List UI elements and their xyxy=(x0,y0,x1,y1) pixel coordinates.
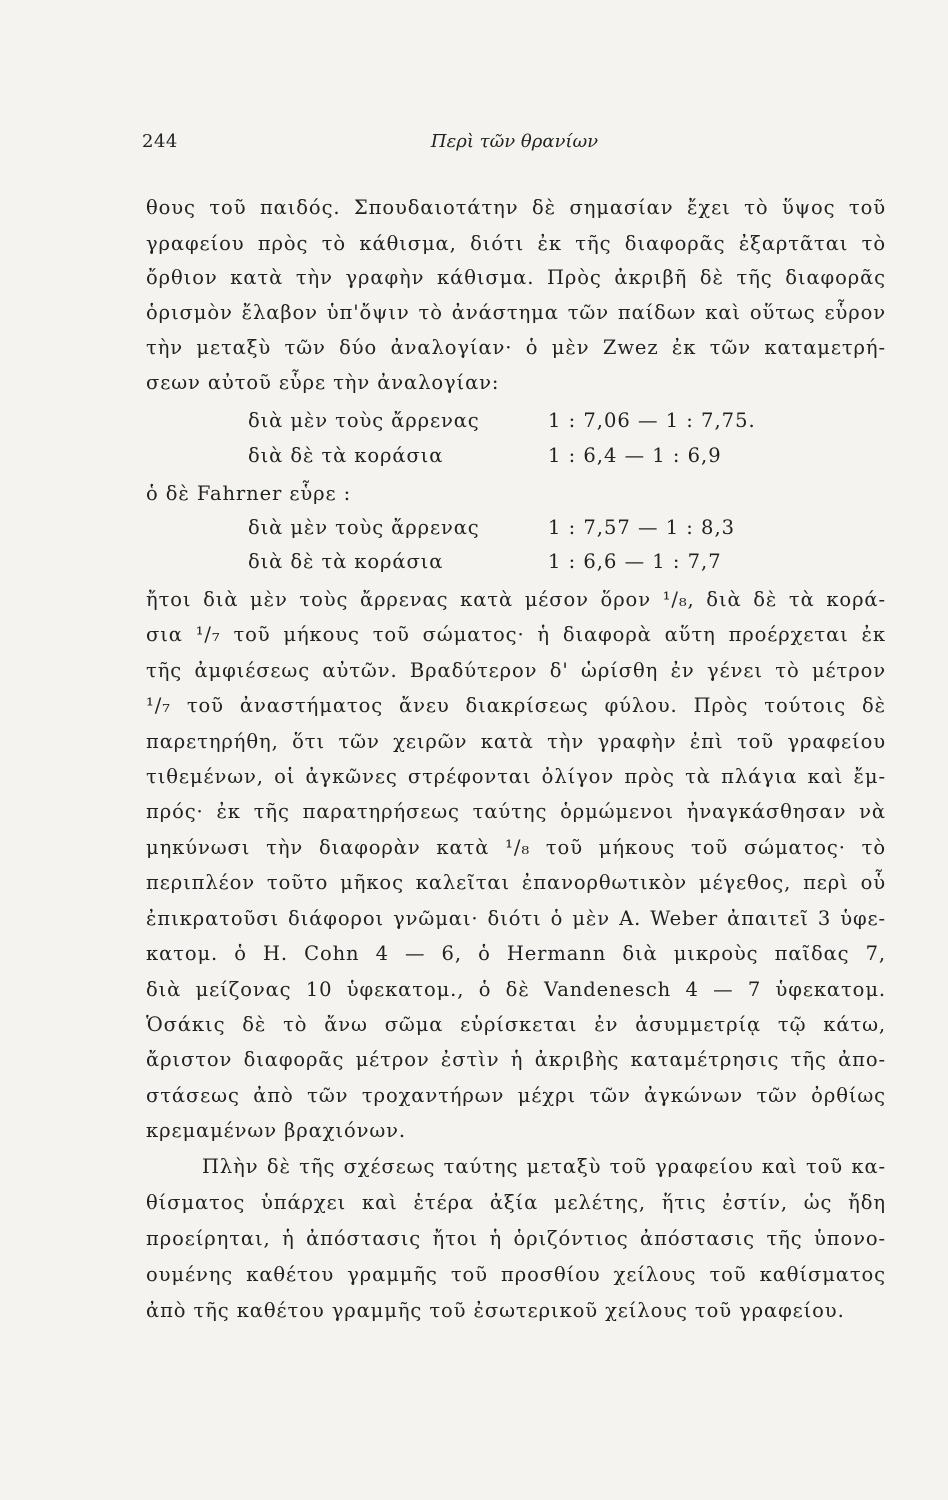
text-line: ἀπὸ τῆς καθέτου γραμμῆς τοῦ ἐσωτερικοῦ χείλους τοῦ γραφείου. xyxy=(146,1299,845,1322)
text-line: προείρηται, ἡ ἀπόστασις ἤτοι ἡ ὁριζόντιος ἀπόστασις τῆς ὑπονο- xyxy=(146,1227,886,1250)
text-line: θους τοῦ παιδός. Σπουδαιοτάτην δὲ σημασίαν ἔχει τὸ ὕψος τοῦ xyxy=(146,196,886,219)
text-line: ουμένης καθέτου γραμμῆς τοῦ προσθίου χείλους τοῦ καθίσματος xyxy=(146,1263,886,1286)
text-line: διὰ μείζονας 10 ὑφεκατομ., ὁ δὲ Vandenesch 4 — 7 ὑφεκατομ. xyxy=(146,978,886,1001)
ratio-label-boys: διὰ μὲν τοὺς ἄρρενας xyxy=(248,409,480,432)
text-line: τὴν μεταξὺ τῶν δύο ἀναλογίαν· ὁ μὲν Zwez ἐκ τῶν καταμετρή- xyxy=(146,336,886,359)
text-line: ἄριστον διαφορᾶς μέτρον ἐστὶν ἡ ἀκριβὴς καταμέτρησις τῆς ἀπο- xyxy=(146,1048,886,1071)
text-line: μηκύνωσι τὴν διαφορὰν κατὰ ¹/₈ τοῦ μήκους τοῦ σώματος· τὸ xyxy=(146,836,886,859)
ratio-label-girls: διὰ δὲ τὰ κοράσια xyxy=(248,550,444,573)
text-line: κρεμαμένων βραχιόνων. xyxy=(146,1119,406,1142)
ratio-value-girls: 1 : 6,6 — 1 : 7,7 xyxy=(548,550,722,573)
page-number: 244 xyxy=(142,131,178,152)
text-line: πρός· ἐκ τῆς παρατηρήσεως ταύτης ὁρμώμενοι ἠναγκάσθησαν νὰ xyxy=(146,800,886,823)
text-line: περιπλέον τοῦτο μῆκος καλεῖται ἐπανορθωτικὸν μέγεθος, περὶ οὗ xyxy=(146,871,886,894)
ratio-label-boys: διὰ μὲν τοὺς ἄρρενας xyxy=(248,516,480,539)
text-line: Πλὴν δὲ τῆς σχέσεως ταύτης μεταξὺ τοῦ γραφείου καὶ τοῦ κα- xyxy=(202,1155,886,1178)
text-line: ἐπικρατοῦσι διάφοροι γνῶμαι· διότι ὁ μὲν A. Weber ἀπαιτεῖ 3 ὑφε- xyxy=(146,907,886,930)
fahrner-intro: ὁ δὲ Fahrner εὗρε : xyxy=(146,482,352,505)
text-line: Ὁσάκις δὲ τὸ ἄνω σῶμα εὑρίσκεται ἐν ἀσυμμετρίᾳ τῷ κάτω, xyxy=(146,1013,886,1036)
ratio-value-boys: 1 : 7,57 — 1 : 8,3 xyxy=(548,516,736,539)
text-line: ὁρισμὸν ἔλαβον ὑπ'ὄψιν τὸ ἀνάστημα τῶν παίδων καὶ οὕτως εὗρον xyxy=(146,301,886,324)
ratio-value-girls: 1 : 6,4 — 1 : 6,9 xyxy=(548,444,722,467)
ratio-value-boys: 1 : 7,06 — 1 : 7,75. xyxy=(548,409,756,432)
text-line: στάσεως ἀπὸ τῶν τροχαντήρων μέχρι τῶν ἀγκώνων τῶν ὀρθίως xyxy=(146,1084,886,1107)
running-title: Περὶ τῶν θρανίων xyxy=(430,131,599,152)
ratio-label-girls: διὰ δὲ τὰ κοράσια xyxy=(248,444,444,467)
text-line: τῆς ἀμφιέσεως αὐτῶν. Βραδύτερον δ' ὡρίσθη ἐν γένει τὸ μέτρον xyxy=(146,659,886,682)
text-line: ἤτοι διὰ μὲν τοὺς ἄρρενας κατὰ μέσον ὅρον ¹/₈, διὰ δὲ τὰ κορά- xyxy=(146,588,886,611)
text-line: ¹/₇ τοῦ ἀναστήματος ἄνευ διακρίσεως φύλου. Πρὸς τούτοις δὲ xyxy=(146,694,886,717)
text-line: σια ¹/₇ τοῦ μήκους τοῦ σώματος· ἡ διαφορὰ αὕτη προέρχεται ἐκ xyxy=(146,623,886,646)
text-line: θίσματος ὑπάρχει καὶ ἑτέρα ἀξία μελέτης, ἥτις ἐστίν, ὡς ἤδη xyxy=(146,1191,886,1214)
page-header xyxy=(142,131,887,161)
text-line: γραφείου πρὸς τὸ κάθισμα, διότι ἐκ τῆς διαφορᾶς ἐξαρτᾶται τὸ xyxy=(146,232,886,255)
text-line: ὄρθιον κατὰ τὴν γραφὴν κάθισμα. Πρὸς ἀκριβῆ δὲ τῆς διαφορᾶς xyxy=(146,266,886,289)
text-line: σεων αὐτοῦ εὗρε τὴν ἀναλογίαν: xyxy=(146,371,500,394)
text-line: κατομ. ὁ H. Cohn 4 — 6, ὁ Hermann διὰ μικροὺς παῖδας 7, xyxy=(146,942,886,965)
text-line: παρετηρήθη, ὅτι τῶν χειρῶν κατὰ τὴν γραφὴν ἐπὶ τοῦ γραφείου xyxy=(146,730,886,753)
text-line: τιθεμένων, οἱ ἀγκῶνες στρέφονται ὀλίγον πρὸς τὰ πλάγια καὶ ἔμ- xyxy=(146,765,886,788)
